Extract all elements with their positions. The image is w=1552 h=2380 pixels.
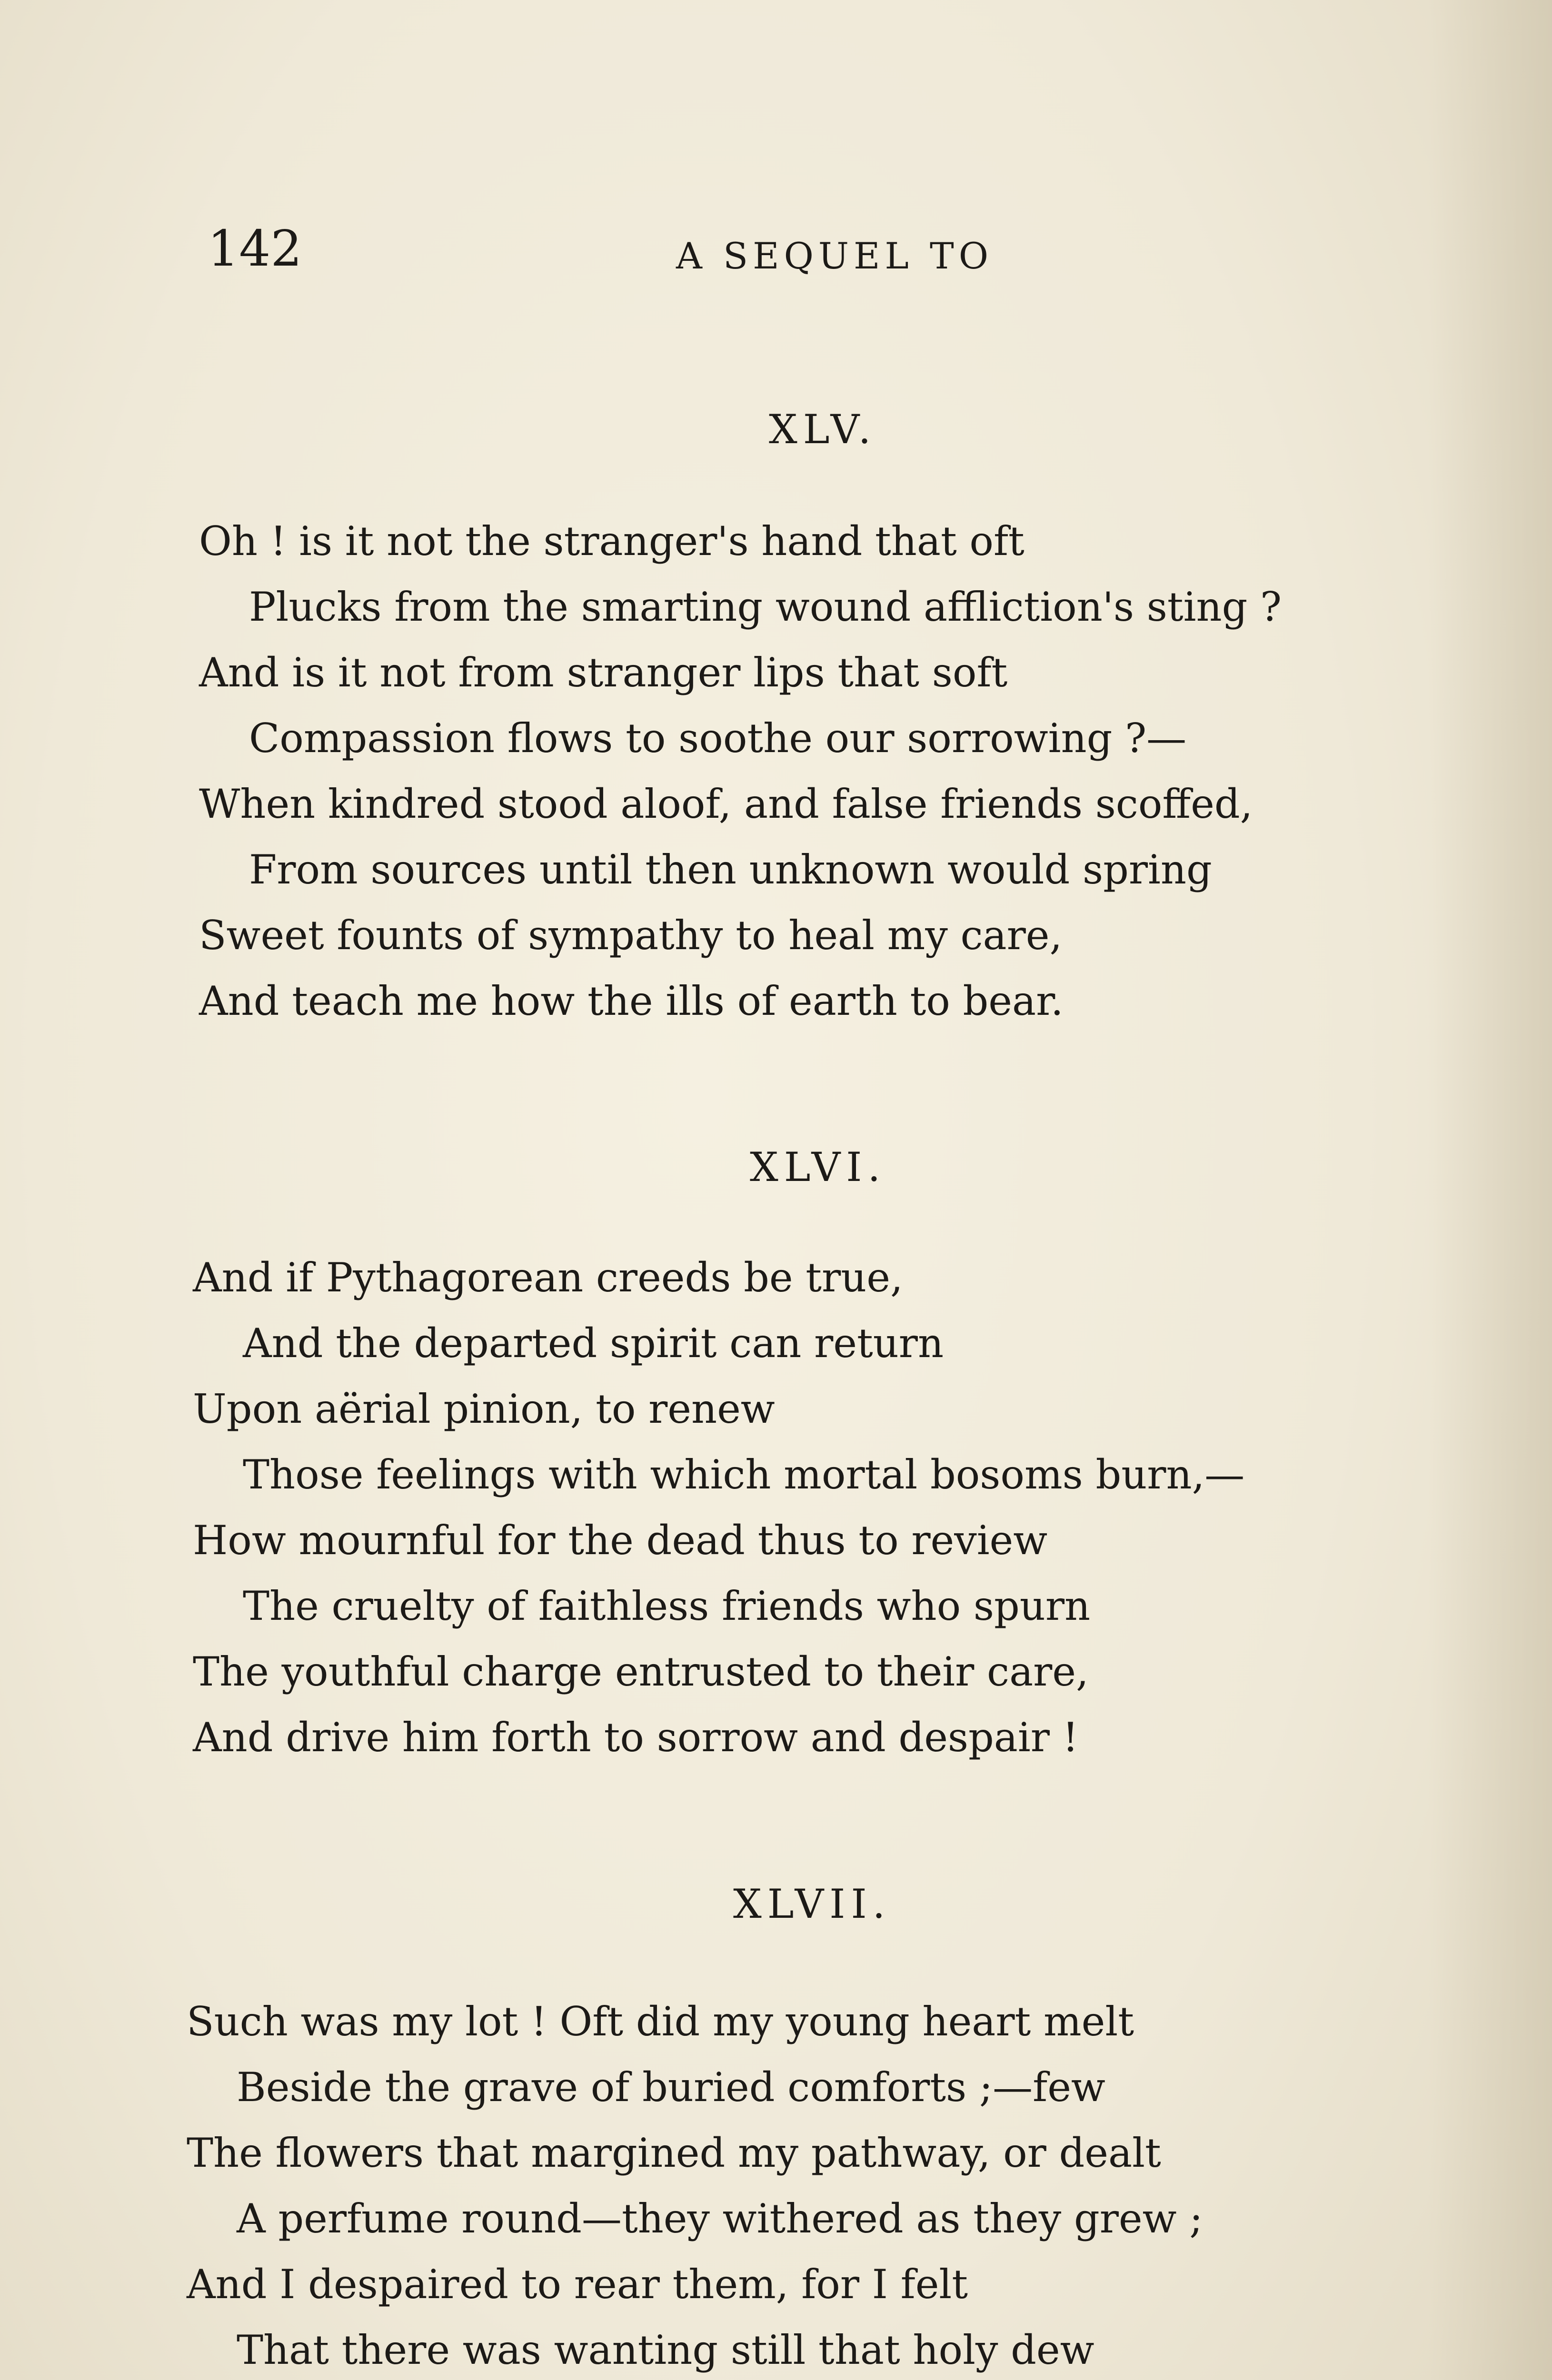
poem-line: Such was my lot ! Oft did my young heart melt bbox=[187, 1998, 1134, 2045]
poem-line: Plucks from the smarting wound affliction's sting ? bbox=[249, 584, 1282, 630]
poem-line: And I despaired to rear them, for I felt bbox=[187, 2261, 968, 2308]
poem-line: Compassion flows to soothe our sorrowing ?— bbox=[249, 715, 1187, 762]
poem-line: And if Pythagorean creeds be true, bbox=[193, 1254, 903, 1301]
poem-line: Oh ! is it not the stranger's hand that oft bbox=[199, 518, 1025, 565]
poem-line: Beside the grave of buried comforts ;—few bbox=[237, 2064, 1105, 2111]
poem-line: The youthful charge entrusted to their care, bbox=[193, 1648, 1089, 1695]
stanza-number: XLVII. bbox=[733, 1881, 891, 1927]
poem-line: The cruelty of faithless friends who spurn bbox=[243, 1583, 1091, 1629]
poem-line: And the departed spirit can return bbox=[243, 1320, 944, 1367]
stanza-45 bbox=[199, 508, 1282, 1034]
page-number: 142 bbox=[208, 219, 302, 278]
page-edge-shading bbox=[1428, 0, 1552, 2380]
stanza-47 bbox=[187, 1989, 1203, 2380]
running-head: A SEQUEL TO bbox=[676, 235, 994, 277]
poem-line: And is it not from stranger lips that soft bbox=[199, 649, 1008, 696]
poem-line: The flowers that margined my pathway, or dealt bbox=[187, 2130, 1161, 2176]
poem-line: When kindred stood aloof, and false friends scoffed, bbox=[199, 781, 1253, 827]
stanza-number: XLV. bbox=[769, 406, 877, 453]
poem-line: Sweet founts of sympathy to heal my care, bbox=[199, 912, 1063, 959]
poem-line: And teach me how the ills of earth to bear. bbox=[199, 978, 1064, 1024]
poem-line: That there was wanting still that holy dew bbox=[237, 2327, 1094, 2373]
poem-line: From sources until then unknown would spring bbox=[249, 846, 1212, 893]
stanza-46 bbox=[193, 1245, 1244, 1770]
poem-line: And drive him forth to sorrow and despair ! bbox=[193, 1714, 1079, 1761]
poem-line: How mournful for the dead thus to review bbox=[193, 1517, 1048, 1564]
poem-line: Those feelings with which mortal bosoms burn,— bbox=[243, 1451, 1245, 1498]
poem-line: A perfume round—they withered as they grew ; bbox=[237, 2195, 1203, 2242]
poem-line: Upon aërial pinion, to renew bbox=[193, 1386, 775, 1432]
stanza-number: XLVI. bbox=[750, 1144, 886, 1190]
